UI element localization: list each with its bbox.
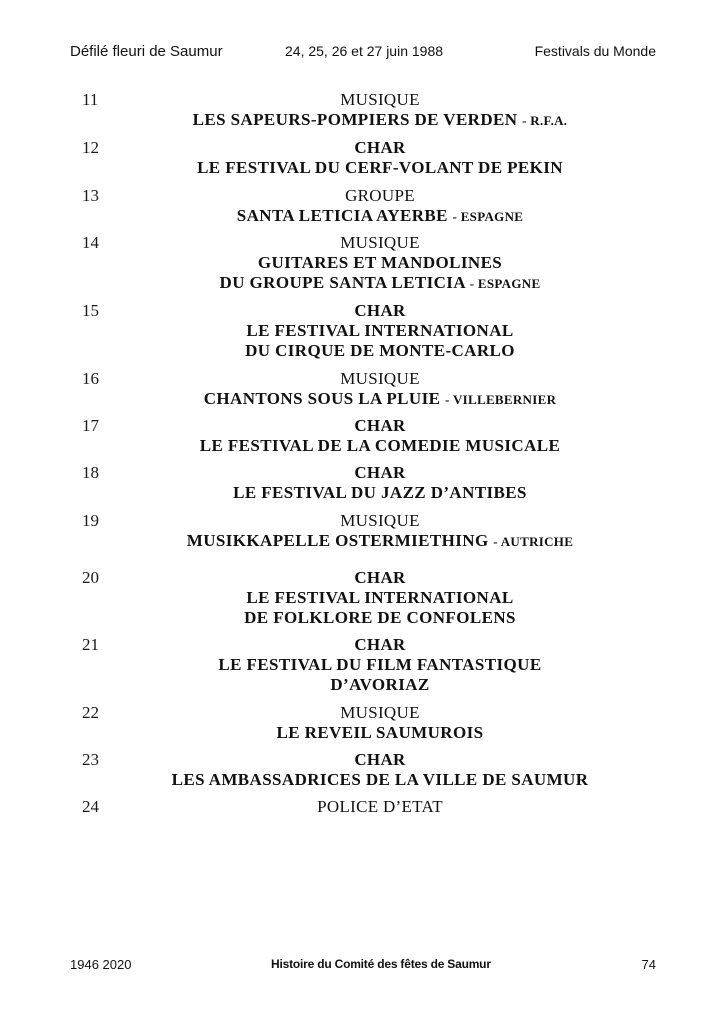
entry-category: CHAR <box>354 301 406 320</box>
entry-number: 14 <box>82 233 99 252</box>
entry-number: 21 <box>82 635 99 654</box>
entry-country: - VILLEBERNIER <box>445 392 557 407</box>
entry-number: 17 <box>82 416 99 435</box>
entry-category: MUSIQUE <box>340 90 420 109</box>
entry-number: 19 <box>82 511 99 530</box>
program-entry <box>0 703 724 743</box>
entry-country: - R.F.A. <box>522 113 568 128</box>
entry-title-line: DU GROUPE SANTA LETICIA - ESPAGNE <box>219 273 541 292</box>
entry-title-line: MUSIKKAPELLE OSTERMIETHING - AUTRICHE <box>186 531 574 550</box>
header-left: Défilé fleuri de Saumur <box>70 43 223 60</box>
entry-number: 16 <box>82 369 99 388</box>
entry-category: MUSIQUE <box>340 511 420 530</box>
program-entry <box>0 186 724 227</box>
entry-title-line: LE FESTIVAL INTERNATIONAL <box>246 321 514 340</box>
page-number: 74 <box>641 957 656 972</box>
entry-title-line: LE FESTIVAL DE LA COMEDIE MUSICALE <box>199 436 561 455</box>
entry-number: 20 <box>82 568 99 587</box>
entry-title-line: SANTA LETICIA AYERBE - ESPAGNE <box>236 206 524 225</box>
entry-category: CHAR <box>354 568 406 587</box>
program-entry <box>0 797 724 817</box>
entry-category: CHAR <box>354 750 406 769</box>
entry-number: 13 <box>82 186 99 205</box>
entry-country: - AUTRICHE <box>493 534 574 549</box>
entry-category: MUSIQUE <box>340 369 420 388</box>
program-entry <box>0 750 724 790</box>
entry-number: 12 <box>82 138 99 157</box>
program-entry <box>0 90 724 131</box>
entry-number: 18 <box>82 463 99 482</box>
entry-title-line: CHANTONS SOUS LA PLUIE - VILLEBERNIER <box>203 389 557 408</box>
entry-number: 24 <box>82 797 99 816</box>
entry-title-line: LE REVEIL SAUMUROIS <box>276 723 484 742</box>
header-center: 24, 25, 26 et 27 juin 1988 <box>285 43 444 59</box>
header-right: Festivals du Monde <box>534 43 656 59</box>
entry-category: GROUPE <box>345 186 415 205</box>
entry-category: CHAR <box>354 635 406 654</box>
footer-center: Histoire du Comité des fêtes de Saumur <box>271 957 491 971</box>
program-entry <box>0 635 724 695</box>
entry-number: 23 <box>82 750 99 769</box>
entry-title-line: DE FOLKLORE DE CONFOLENS <box>244 608 516 627</box>
program-entry <box>0 233 724 294</box>
entry-title-line: LES SAPEURS-POMPIERS DE VERDEN - R.F.A. <box>192 110 568 129</box>
program-entry <box>0 369 724 410</box>
entry-category: CHAR <box>354 138 406 157</box>
entry-number: 15 <box>82 301 99 320</box>
entry-category: CHAR <box>354 463 406 482</box>
program-entry <box>0 463 724 503</box>
entry-title-line: LE FESTIVAL DU FILM FANTASTIQUE <box>218 655 542 674</box>
entry-category: MUSIQUE <box>340 233 420 252</box>
entry-title-line: LE FESTIVAL DU JAZZ D’ANTIBES <box>233 483 527 502</box>
program-entry <box>0 301 724 361</box>
entry-country: - ESPAGNE <box>469 276 541 291</box>
entry-country: - ESPAGNE <box>452 209 524 224</box>
program-entry <box>0 138 724 178</box>
entry-title-line: LES AMBASSADRICES DE LA VILLE DE SAUMUR <box>171 770 589 789</box>
entry-number: 22 <box>82 703 99 722</box>
entry-title-line: GUITARES ET MANDOLINES <box>257 253 503 272</box>
entry-title-line: LE FESTIVAL INTERNATIONAL <box>246 588 514 607</box>
entry-number: 11 <box>82 90 99 109</box>
entry-category: POLICE D’ETAT <box>317 797 443 816</box>
program-entry <box>0 568 724 628</box>
footer-left: 1946 2020 <box>70 957 132 972</box>
entry-title-line: LE FESTIVAL DU CERF-VOLANT DE PEKIN <box>197 158 563 177</box>
entry-title-line: D’AVORIAZ <box>330 675 430 694</box>
entry-title-line: DU CIRQUE DE MONTE-CARLO <box>245 341 515 360</box>
entry-category: MUSIQUE <box>340 703 420 722</box>
entry-category: CHAR <box>354 416 406 435</box>
program-entry <box>0 511 724 552</box>
program-entry <box>0 416 724 456</box>
